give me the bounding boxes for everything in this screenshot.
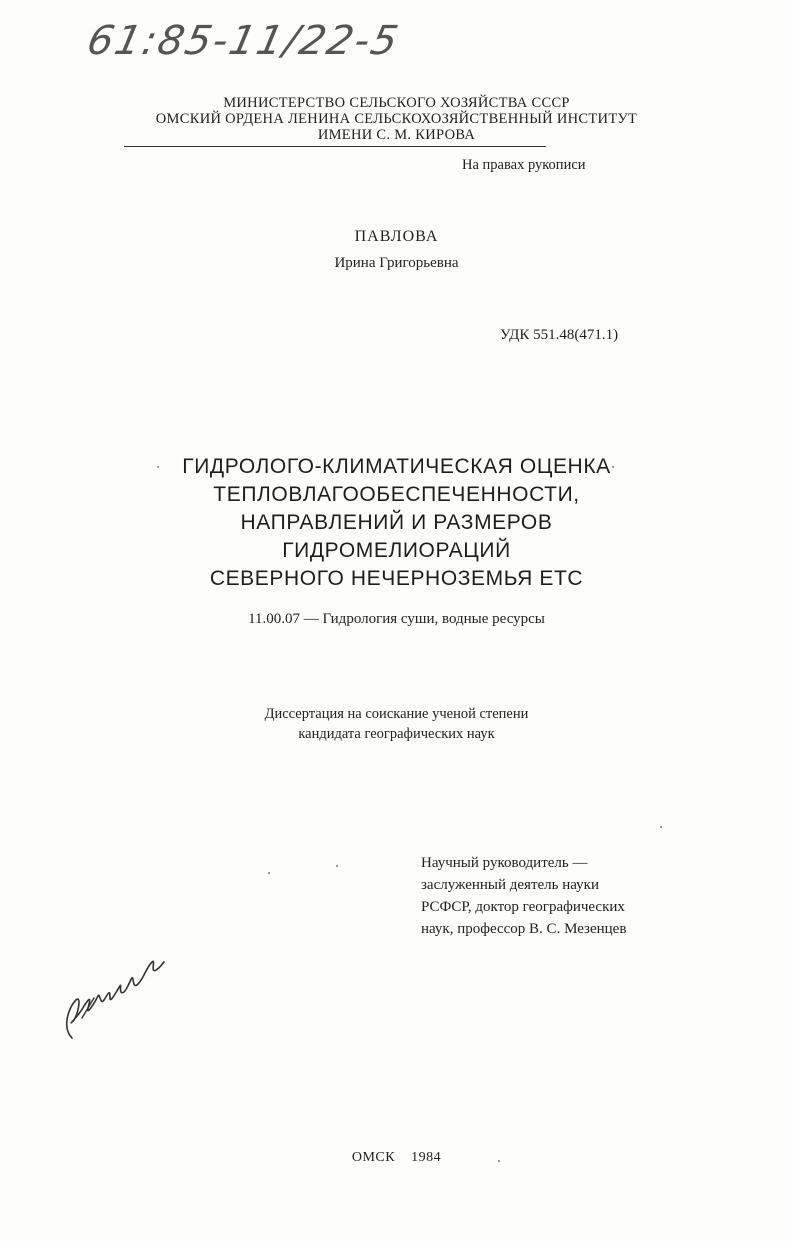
handwritten-signature — [58, 948, 168, 1048]
institute-name: ОМСКИЙ ОРДЕНА ЛЕНИНА СЕЛЬСКОХОЗЯЙСТВЕННЫЙ ИНСТИТУТ — [155, 111, 638, 127]
manuscript-rights-note: На правах рукописи — [462, 157, 586, 173]
supervisor-block — [421, 852, 626, 940]
paper-speck — [612, 466, 614, 468]
degree-line-1: Диссертация на соискание ученой степени — [264, 706, 529, 722]
paper-speck — [660, 826, 662, 828]
paper-speck — [336, 865, 338, 867]
archive-code-handwritten: 61:85-11/22-5 — [83, 18, 404, 64]
degree-statement — [0, 704, 793, 744]
header-divider — [124, 146, 546, 147]
title-line: НАПРАВЛЕНИЙ И РАЗМЕРОВ — [240, 511, 553, 534]
degree-line-2: кандидата географических наук — [298, 726, 495, 742]
dissertation-title — [0, 453, 793, 593]
imprint-year: 1984 — [411, 1150, 442, 1165]
title-line: ТЕПЛОВЛАГООБЕСПЕЧЕННОСТИ, — [213, 483, 580, 506]
imprint-city: ОМСК — [351, 1150, 396, 1165]
supervisor-line: заслуженный деятель науки — [421, 877, 599, 893]
author-surname: ПАВЛОВА — [354, 228, 439, 245]
title-line: СЕВЕРНОГО НЕЧЕРНОЗЕМЬЯ ЕТС — [209, 567, 584, 590]
paper-speck — [268, 872, 270, 874]
paper-speck — [498, 1160, 500, 1162]
title-line: ГИДРОЛОГО-КЛИМАТИЧЕСКАЯ ОЦЕНКА — [182, 455, 611, 478]
supervisor-line: РСФСР, доктор географических — [421, 899, 625, 915]
specialty-code: 11.00.07 — Гидрология суши, водные ресурсы — [248, 611, 545, 627]
supervisor-line: Научный руководитель — — [421, 855, 588, 871]
author-given-names: Ирина Григорьевна — [334, 255, 459, 271]
title-line: ГИДРОМЕЛИОРАЦИЙ — [282, 539, 511, 562]
institution-header — [0, 95, 793, 143]
ministry-name: МИНИСТЕРСТВО СЕЛЬСКОГО ХОЗЯЙСТВА СССР — [223, 95, 570, 111]
udk-code: УДК 551.48(471.1) — [500, 327, 619, 343]
supervisor-line: наук, профессор В. С. Мезенцев — [421, 921, 627, 937]
imprint — [0, 1150, 793, 1166]
institute-named-after: ИМЕНИ С. М. КИРОВА — [317, 127, 476, 143]
paper-speck — [157, 466, 159, 468]
